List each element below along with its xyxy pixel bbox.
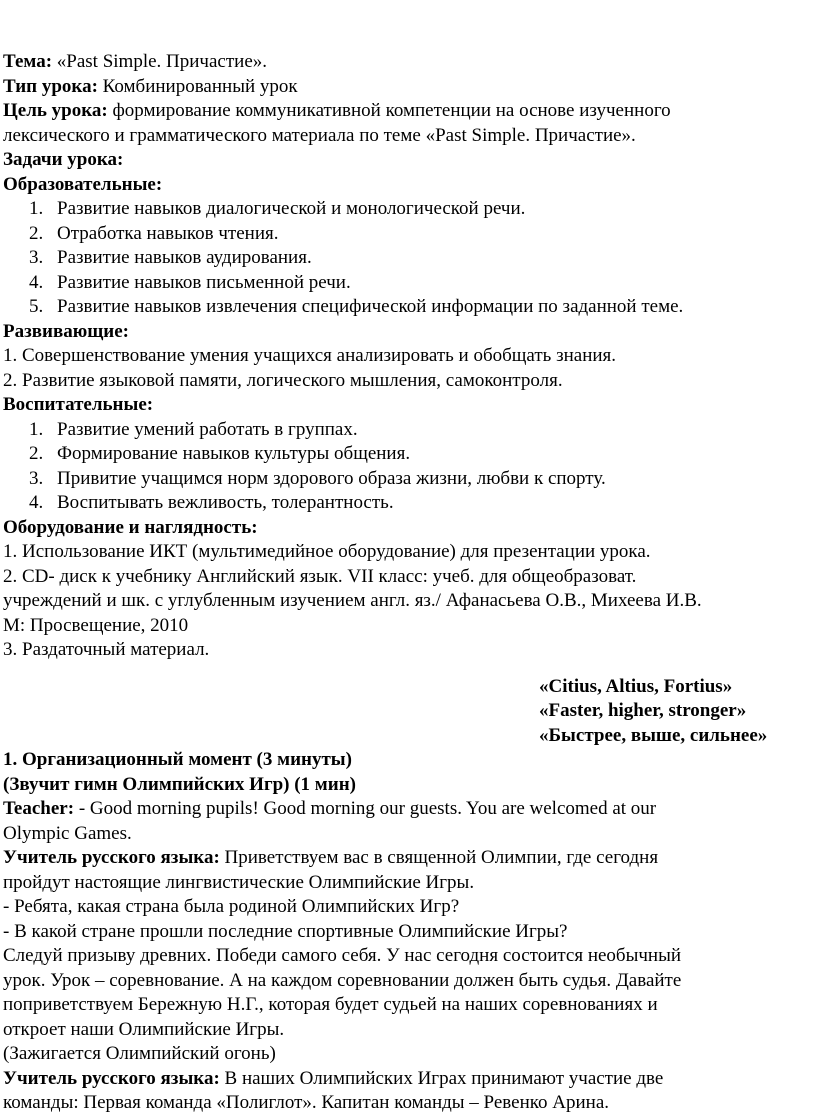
list-item: 2. Отработка навыков чтения. xyxy=(29,222,279,244)
paragraph-line-3: поприветствуем Бережную Н.Г., которая будет судьей на наших соревнованиях и xyxy=(3,994,658,1015)
ru-teacher-line: Учитель русского языка: Приветствуем вас в священной Олимпии, где сегодня xyxy=(3,847,659,868)
equipment-heading: Оборудование и наглядность: xyxy=(3,516,258,538)
goal-label: Цель урока: xyxy=(3,100,108,121)
equipment-line-4: М: Просвещение, 2010 xyxy=(3,614,189,636)
paragraph-line-2: урок. Урок – соревнование. А на каждом соревновании должен быть судья. Давайте xyxy=(3,969,682,991)
motto-line-2: «Faster, higher, stronger» xyxy=(539,700,747,721)
equipment-line-2: 2. CD- диск к учебнику Английский язык. VII класс: учеб. для общеобразоват. xyxy=(3,565,637,587)
ru-teacher-line-4: команды: Первая команда «Полиглот». Капитан команды – Ревенко Арина. xyxy=(3,1092,610,1113)
upbringing-heading: Воспитательные: xyxy=(3,394,154,415)
ru-teacher-label-2: Учитель русского языка: xyxy=(3,1067,220,1089)
list-item: 4. Развитие навыков письменной речи. xyxy=(29,271,351,293)
developing-line-1: 1. Совершенствование умения учащихся анализировать и обобщать знания. xyxy=(3,345,617,366)
paragraph-line-4: откроет наши Олимпийские Игры. xyxy=(3,1018,285,1040)
list-item: 1. Развитие навыков диалогической и монологической речи. xyxy=(29,198,526,219)
ru-teacher-line-2: пройдут настоящие лингвистические Олимпийские Игры. xyxy=(3,871,475,893)
motto-line-1: «Citius, Altius, Fortius» xyxy=(539,675,733,697)
ru-teacher-line-3: Учитель русского языка: В наших Олимпийских Играх принимают участие две xyxy=(3,1067,664,1089)
list-item: 3. Привитие учащимся норм здорового образа жизни, любви к спорту. xyxy=(29,467,606,489)
topic-label: Тема: xyxy=(3,51,53,72)
type-value: Комбинированный урок xyxy=(97,75,298,97)
list-item: 1. Развитие умений работать в группах. xyxy=(29,418,358,440)
developing-line-2: 2. Развитие языковой памяти, логического мышления, самоконтроля. xyxy=(3,369,563,391)
topic-value: «Past Simple. Причастие». xyxy=(52,51,268,72)
equipment-line-1: 1. Использование ИКТ (мультимедийное оборудование) для презентации урока. xyxy=(3,541,651,562)
goal-line-2: лексического и грамматического материала по теме «Past Simple. Причастие». xyxy=(3,124,636,146)
list-item: 2. Формирование навыков культуры общения. xyxy=(29,443,411,464)
section-1-heading: 1. Организационный момент (3 минуты) xyxy=(3,749,352,770)
topic-line xyxy=(3,50,796,75)
question-2: - В какой стране прошли последние спортивные Олимпийские Игры? xyxy=(3,920,568,942)
list-item: 4. Воспитывать вежливость, толерантность. xyxy=(29,492,394,513)
educational-list xyxy=(3,197,796,320)
teacher-label: Teacher: xyxy=(3,798,75,819)
tasks-heading: Задачи урока: xyxy=(3,149,124,170)
motto-line-3: «Быстрее, выше, сильнее» xyxy=(539,724,768,746)
question-1: - Ребята, какая страна была родиной Олимпийских Игр? xyxy=(3,896,460,917)
paragraph-line-5: (Зажигается Олимпийский огонь) xyxy=(3,1043,276,1064)
paragraph-line-1: Следуй призыву древних. Победи самого себя. У нас сегодня состоится необычный xyxy=(3,945,682,966)
upbringing-list xyxy=(3,418,796,516)
goal-line xyxy=(3,99,796,124)
list-item: 5. Развитие навыков извлечения специфической информации по заданной теме. xyxy=(29,296,684,317)
section-1-sub: (Звучит гимн Олимпийских Игр) (1 мин) xyxy=(3,773,356,795)
equipment-line-5: 3. Раздаточный материал. xyxy=(3,639,210,660)
type-label: Тип урока: xyxy=(3,75,98,97)
teacher-line-2: Olympic Games. xyxy=(3,822,132,844)
goal-value: формирование коммуникативной компетенции на основе изученного xyxy=(107,100,671,121)
ru-teacher-label: Учитель русского языка: xyxy=(3,847,220,868)
equipment-line-3: учреждений и шк. с углубленным изучением англ. яз./ Афанасьева О.В., Михеева И.В. xyxy=(3,590,702,611)
educational-heading: Образовательные: xyxy=(3,173,163,195)
list-item: 3. Развитие навыков аудирования. xyxy=(29,247,312,268)
developing-heading: Развивающие: xyxy=(3,320,129,342)
teacher-line: Teacher: - Good morning pupils! Good morning our guests. You are welcomed at our xyxy=(3,798,657,819)
type-line xyxy=(3,75,796,100)
